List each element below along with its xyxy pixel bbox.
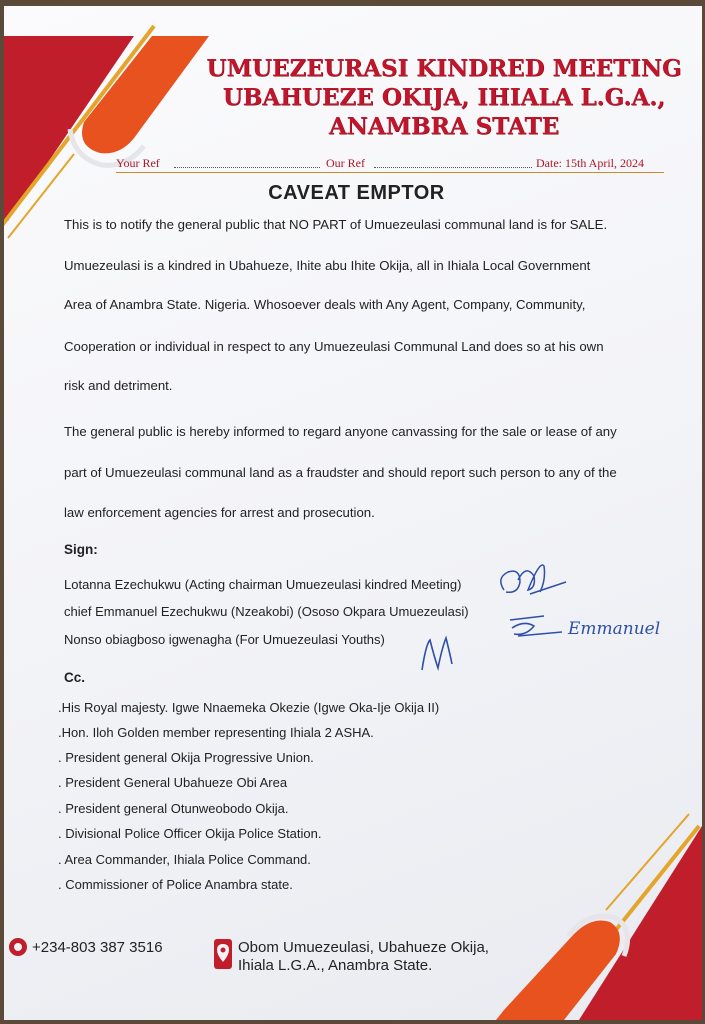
cc-item: . Divisional Police Officer Okija Police Station. [58, 826, 322, 841]
body-line: law enforcement agencies for arrest and prosecution. [64, 505, 375, 520]
signatory-3: Nonso obiagboso igwenagha (For Umuezeulasi Youths) [64, 632, 385, 647]
cc-item: .His Royal majesty. Igwe Nnaemeka Okezie (Igwe Oka-Ije Okija II) [58, 700, 440, 715]
signatory-1: Lotanna Ezechukwu (Acting chairman Umuezeulasi kindred Meeting) [64, 577, 462, 592]
body-line: Area of Anambra State. Nigeria. Whosoever deals with Any Agent, Company, Community, [64, 297, 586, 312]
footer-address [238, 939, 489, 975]
body-line: risk and detriment. [64, 378, 173, 393]
document-page [4, 6, 702, 1020]
footer-address-line-2: Ihiala L.G.A., Anambra State. [238, 957, 433, 974]
signature-2 [504, 602, 702, 648]
location-pin-icon [214, 939, 232, 969]
body-line: Cooperation or individual in respect to any Umuezeulasi Communal Land does so at his own [64, 339, 604, 354]
document-title: CAVEAT EMPTOR [268, 182, 445, 204]
cc-label: Cc. [64, 670, 86, 685]
letterhead-line-1: UMUEZEURASI KINDRED MEETING [206, 55, 682, 82]
letterhead-line-2: UBAHUEZE OKIJA, IHIALA L.G.A., [222, 84, 666, 111]
bottom-right-decoration [484, 806, 702, 1020]
cc-item: .Hon. Iloh Golden member representing Ihiala 2 ASHA. [58, 725, 374, 740]
body-line: part of Umuezeulasi communal land as a fraudster and should report such person to any of the [64, 465, 617, 480]
letterhead-line-3: ANAMBRA STATE [328, 113, 560, 140]
date-label: Date: 15th April, 2024 [536, 156, 644, 170]
footer-phone: +234-803 387 3516 [32, 939, 163, 956]
our-ref-field [374, 167, 532, 168]
signature-1 [490, 550, 572, 606]
body-line: Umuezeulasi is a kindred in Ubahueze, Ihite abu Ihite Okija, all in Ihiala Local Government [64, 258, 591, 273]
body-line: The general public is hereby informed to regard anyone canvassing for the sale or lease of any [64, 424, 617, 439]
signature-2-text: Emmanuel [568, 619, 661, 639]
phone-icon [8, 937, 28, 957]
cc-item: . President general Otunweobodo Okija. [58, 801, 289, 816]
cc-item: . President General Ubahueze Obi Area [58, 775, 288, 790]
letterhead [194, 54, 694, 141]
cc-item: . Area Commander, Ihiala Police Command. [58, 852, 311, 867]
signatory-2: chief Emmanuel Ezechukwu (Nzeakobi) (Ososo Okpara Umuezeulasi) [64, 604, 469, 619]
your-ref-field [174, 167, 320, 168]
cc-item: . Commissioner of Police Anambra state. [58, 877, 293, 892]
sign-label: Sign: [64, 542, 98, 557]
footer-address-line-1: Obom Umuezeulasi, Ubahueze Okija, [238, 939, 489, 956]
signature-3 [416, 634, 458, 674]
cc-item: . President general Okija Progressive Union. [58, 750, 314, 765]
body-line: This is to notify the general public that NO PART of Umuezeulasi communal land is for SALE. [64, 217, 608, 232]
reference-line [116, 154, 664, 173]
our-ref-label: Our Ref [326, 156, 365, 170]
your-ref-label: Your Ref [116, 156, 160, 170]
